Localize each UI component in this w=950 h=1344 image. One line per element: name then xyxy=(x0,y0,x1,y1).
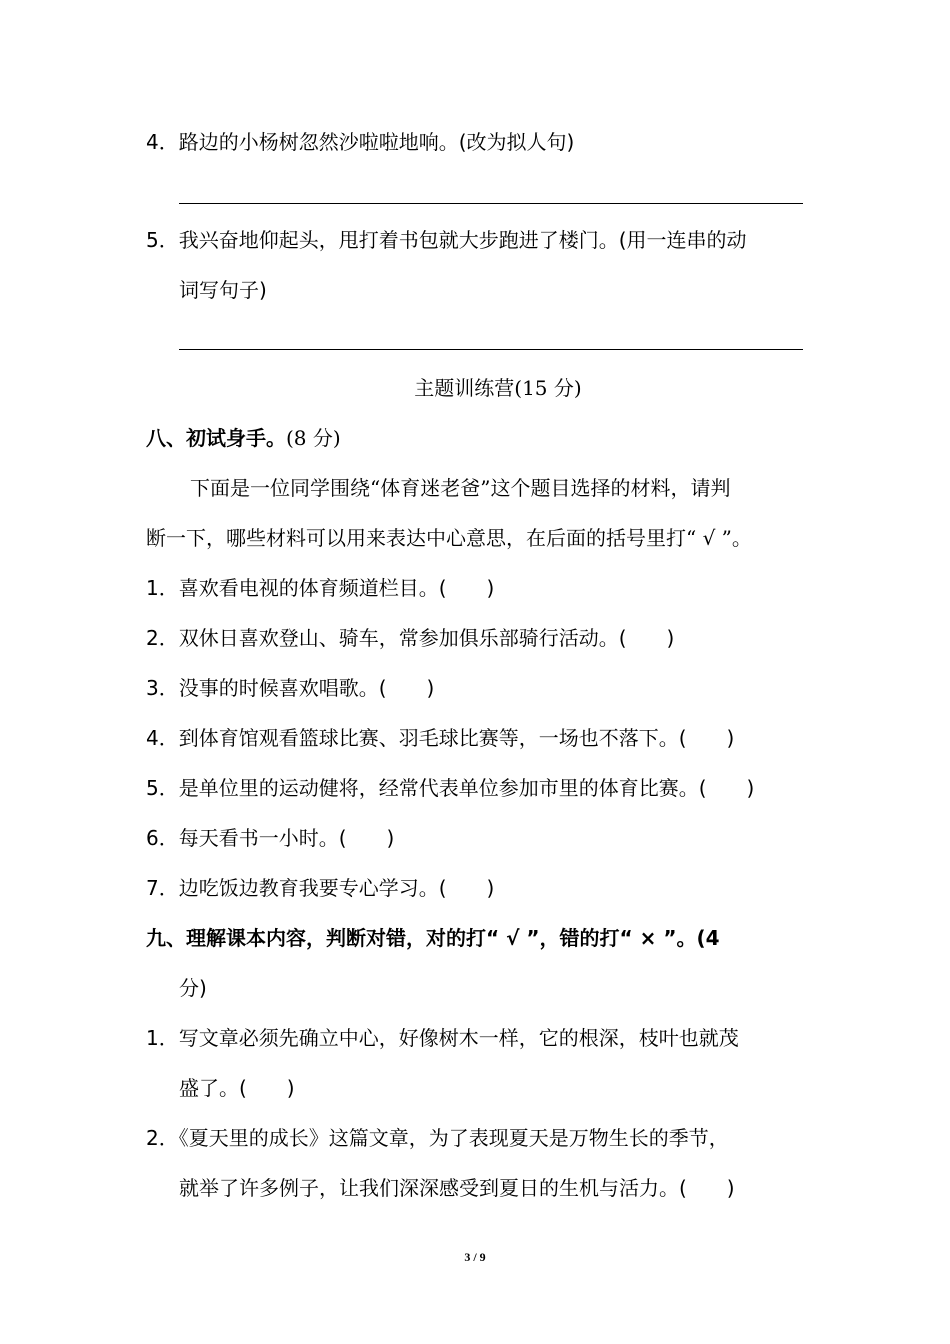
choice-item-6: 6．每天看书一小时。( ) xyxy=(146,826,395,850)
section-intro-line-1: 下面是一位同学围绕“体育迷老爸”这个题目选择的材料，请判 xyxy=(190,476,731,500)
section-heading: 八、初试身手。 xyxy=(146,426,286,450)
judge-item-2: 2．《夏天里的成长》这篇文章，为了表现夏天是万物生长的季节， xyxy=(146,1126,729,1150)
choice-item-4: 4．到体育馆观看篮球比赛、羽毛球比赛等，一场也不落下。( ) xyxy=(146,726,735,750)
judge-item-1: 1．写文章必须先确立中心，好像树木一样，它的根深，枝叶也就茂 xyxy=(146,1026,739,1050)
question-text: 路边的小杨树忽然沙啦啦地响。(改为拟人句) xyxy=(178,130,575,154)
section-title: 主题训练营(15 分) xyxy=(414,376,582,400)
question-text: 我兴奋地仰起头，甩打着书包就大步跑进了楼门。(用一连串的动 xyxy=(178,228,747,252)
page-number: 3 / 9 xyxy=(464,1250,486,1264)
section-heading-continued: 分) xyxy=(179,976,207,1000)
judge-item-1-continued: 盛了。( ) xyxy=(179,1076,295,1100)
answer-line[interactable] xyxy=(179,349,803,350)
judge-item-2-continued: 就举了许多例子，让我们深深感受到夏日的生机与活力。( ) xyxy=(179,1176,735,1200)
section-intro-line-2: 断一下，哪些材料可以用来表达中心意思，在后面的括号里打“ √ ”。 xyxy=(146,526,752,550)
question-number: 5． xyxy=(146,228,179,252)
section-score: (8 分) xyxy=(286,426,341,450)
choice-item-7: 7．边吃饭边教育我要专心学习。( ) xyxy=(146,876,495,900)
question-text-continued: 词写句子) xyxy=(179,278,267,302)
choice-item-1: 1．喜欢看电视的体育频道栏目。( ) xyxy=(146,576,495,600)
question-number: 4． xyxy=(146,130,179,154)
answer-line[interactable] xyxy=(179,203,803,204)
choice-item-5: 5．是单位里的运动健将，经常代表单位参加市里的体育比赛。( ) xyxy=(146,776,755,800)
section-heading: 九、理解课本内容，判断对错，对的打“ √ ”，错的打“ × ”。(4 xyxy=(146,926,720,950)
choice-item-3: 3．没事的时候喜欢唱歌。( ) xyxy=(146,676,435,700)
choice-item-2: 2．双休日喜欢登山、骑车，常参加俱乐部骑行活动。( ) xyxy=(146,626,675,650)
